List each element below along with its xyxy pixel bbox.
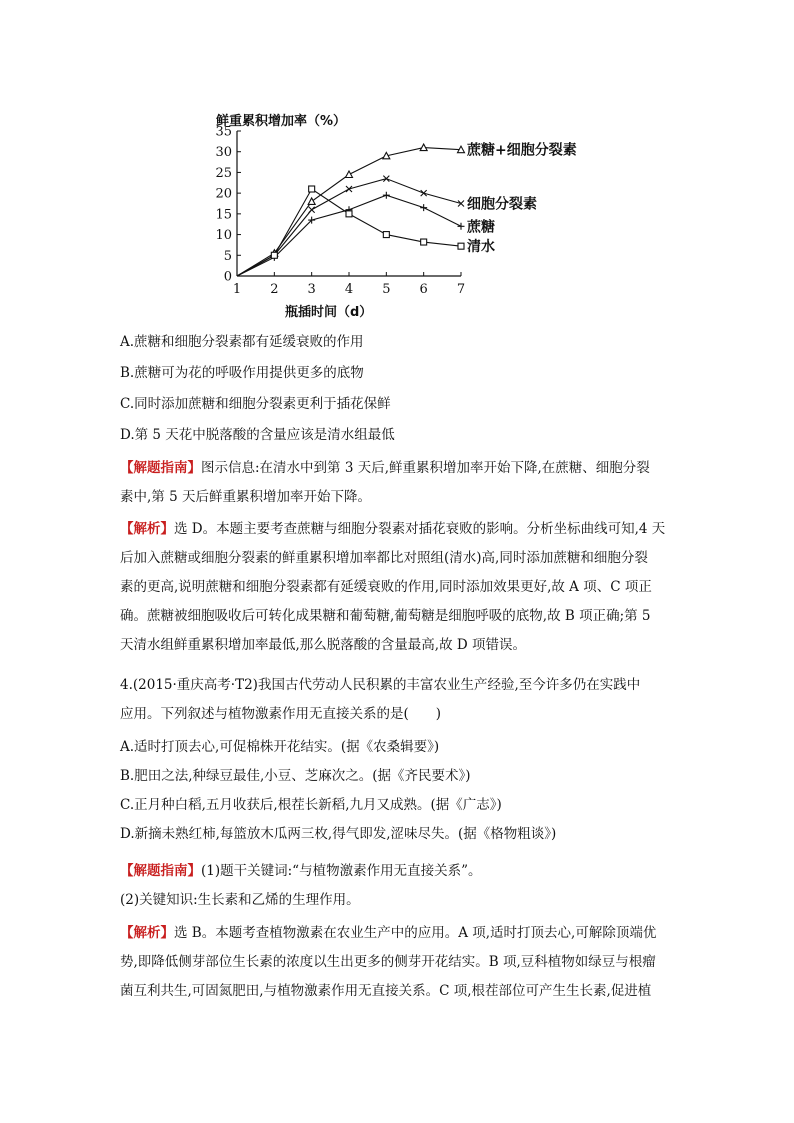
data-point bbox=[308, 198, 315, 205]
question-4-option-a: A.适时打顶去心,可促棉株开花结实。(据《农桑辑要》) bbox=[120, 739, 440, 755]
chart-axes bbox=[237, 131, 461, 276]
question-4-stem bbox=[120, 671, 680, 729]
analysis-1-line-1: 选 D。本题主要考查蔗糖与细胞分裂素对插花衰败的影响。分析坐标曲线可知,4 天 bbox=[174, 521, 666, 537]
solution-guide-2 bbox=[120, 857, 680, 915]
data-point bbox=[458, 201, 464, 207]
analysis-2-line-2: 势,即降低侧芽部位生长素的浓度以生出更多的侧芽开花结实。B 项,豆科植物如绿豆与根瘤 bbox=[120, 954, 656, 970]
question-4-option-c: C.正月种白稻,五月收获后,根茬长新稻,九月又成熟。(据《广志》) bbox=[120, 797, 502, 813]
fresh-weight-line-chart bbox=[200, 105, 600, 320]
analysis-2 bbox=[120, 919, 680, 1006]
question-4-line-2: 应用。下列叙述与植物激素作用无直接关系的是( ) bbox=[120, 706, 442, 722]
y-tick-label: 10 bbox=[215, 228, 232, 244]
question-4-options bbox=[120, 733, 680, 849]
analysis-1-line-5: 天清水组鲜重累积增加率最低,那么脱落酸的含量最高,故 D 项错误。 bbox=[120, 637, 526, 653]
analysis-tag: 【解析】 bbox=[120, 521, 174, 537]
series-line bbox=[237, 189, 461, 276]
data-point bbox=[383, 232, 389, 238]
y-tick-label: 35 bbox=[215, 124, 232, 140]
data-point bbox=[383, 176, 389, 182]
data-point bbox=[458, 243, 464, 249]
data-point bbox=[421, 190, 427, 196]
x-tick-label: 1 bbox=[232, 282, 242, 297]
analysis-1-line-3: 素的更高,说明蔗糖和细胞分裂素都有延缓衰败的作用,同时添加效果更好,故 A 项、C 项正 bbox=[120, 579, 652, 595]
option-a: A.蔗糖和细胞分裂素都有延缓衰败的作用 bbox=[120, 334, 364, 350]
chart-ticks bbox=[215, 125, 465, 298]
question-4-option-b: B.肥田之法,种绿豆最佳,小豆、芝麻次之。(据《齐民要术》) bbox=[120, 768, 471, 784]
x-tick-label: 6 bbox=[419, 282, 428, 297]
x-tick-label: 5 bbox=[382, 282, 391, 297]
guide-1-line-1: 图示信息:在清水中到第 3 天后,鲜重累积增加率开始下降,在蔗糖、细胞分裂 bbox=[201, 460, 650, 476]
series-4 bbox=[237, 186, 495, 276]
y-tick-label: 20 bbox=[215, 186, 232, 202]
series-line bbox=[237, 179, 461, 276]
x-tick-label: 2 bbox=[270, 282, 279, 297]
data-point bbox=[309, 186, 315, 192]
analysis-1-line-4: 确。蔗糖被细胞吸收后可转化成果糖和葡萄糖,葡萄糖是细胞呼吸的底物,故 B 项正确;第 5 bbox=[120, 608, 651, 624]
series-label: 蔗糖 bbox=[467, 219, 495, 236]
data-point bbox=[346, 171, 353, 178]
solution-guide-tag: 【解题指南】 bbox=[120, 460, 201, 476]
x-tick-label: 4 bbox=[344, 282, 354, 297]
data-point bbox=[383, 192, 390, 199]
solution-guide-1 bbox=[120, 454, 680, 512]
guide-2-line-1: (1)题干关键词:“与植物激素作用无直接关系”。 bbox=[201, 863, 482, 879]
y-tick-label: 0 bbox=[223, 269, 232, 285]
x-tick-label: 3 bbox=[307, 282, 316, 297]
series-3 bbox=[237, 192, 495, 276]
guide-1-line-2: 素中,第 5 天后鲜重累积增加率开始下降。 bbox=[120, 489, 371, 505]
y-tick-label: 15 bbox=[215, 207, 232, 223]
chart-ylabel: 鲜重累积增加率（%） bbox=[216, 114, 347, 129]
analysis-2-line-3: 菌互利共生,可固氮肥田,与植物激素作用无直接关系。C 项,根茬部位可产生生长素,促进植 bbox=[120, 983, 652, 999]
analysis-1 bbox=[120, 515, 680, 660]
y-tick-label: 5 bbox=[223, 248, 232, 264]
question-4-line-1: 4.(2015·重庆高考·T2)我国古代劳动人民积累的丰富农业生产经验,至今许多仍在实践中 bbox=[120, 677, 641, 693]
chart-xlabel: 瓶插时间（d） bbox=[285, 305, 373, 320]
analysis-2-line-1: 选 B。本题考查植物激素在农业生产中的应用。A 项,适时打顶去心,可解除顶端优 bbox=[174, 925, 657, 941]
data-point bbox=[309, 207, 315, 213]
data-point bbox=[346, 211, 352, 217]
data-point bbox=[458, 223, 465, 230]
solution-guide-tag-2: 【解题指南】 bbox=[120, 863, 201, 879]
y-tick-label: 30 bbox=[215, 145, 232, 161]
option-c: C.同时添加蔗糖和细胞分裂素更利于插花保鲜 bbox=[120, 396, 391, 412]
data-point bbox=[421, 239, 427, 245]
series-label: 细胞分裂素 bbox=[467, 196, 537, 213]
chart-series bbox=[237, 142, 577, 276]
guide-2-line-2: (2)关键知识:生长素和乙烯的生理作用。 bbox=[120, 892, 360, 908]
data-point bbox=[271, 252, 277, 258]
data-point bbox=[346, 186, 352, 192]
analysis-1-line-2: 后加入蔗糖或细胞分裂素的鲜重累积增加率都比对照组(清水)高,同时添加蔗糖和细胞分裂 bbox=[120, 550, 648, 566]
series-label: 清水 bbox=[467, 239, 495, 256]
series-label: 蔗糖+细胞分裂素 bbox=[467, 142, 577, 159]
y-tick-label: 25 bbox=[215, 165, 232, 181]
x-tick-label: 7 bbox=[456, 282, 466, 297]
question-4-option-d: D.新摘未熟红柿,每篮放木瓜两三枚,得气即发,涩味尽失。(据《格物粗谈》) bbox=[120, 826, 557, 842]
data-point bbox=[420, 204, 427, 211]
option-b: B.蔗糖可为花的呼吸作用提供更多的底物 bbox=[120, 365, 364, 381]
analysis-tag-2: 【解析】 bbox=[120, 925, 174, 941]
option-d: D.第 5 天花中脱落酸的含量应该是清水组最低 bbox=[120, 427, 395, 443]
